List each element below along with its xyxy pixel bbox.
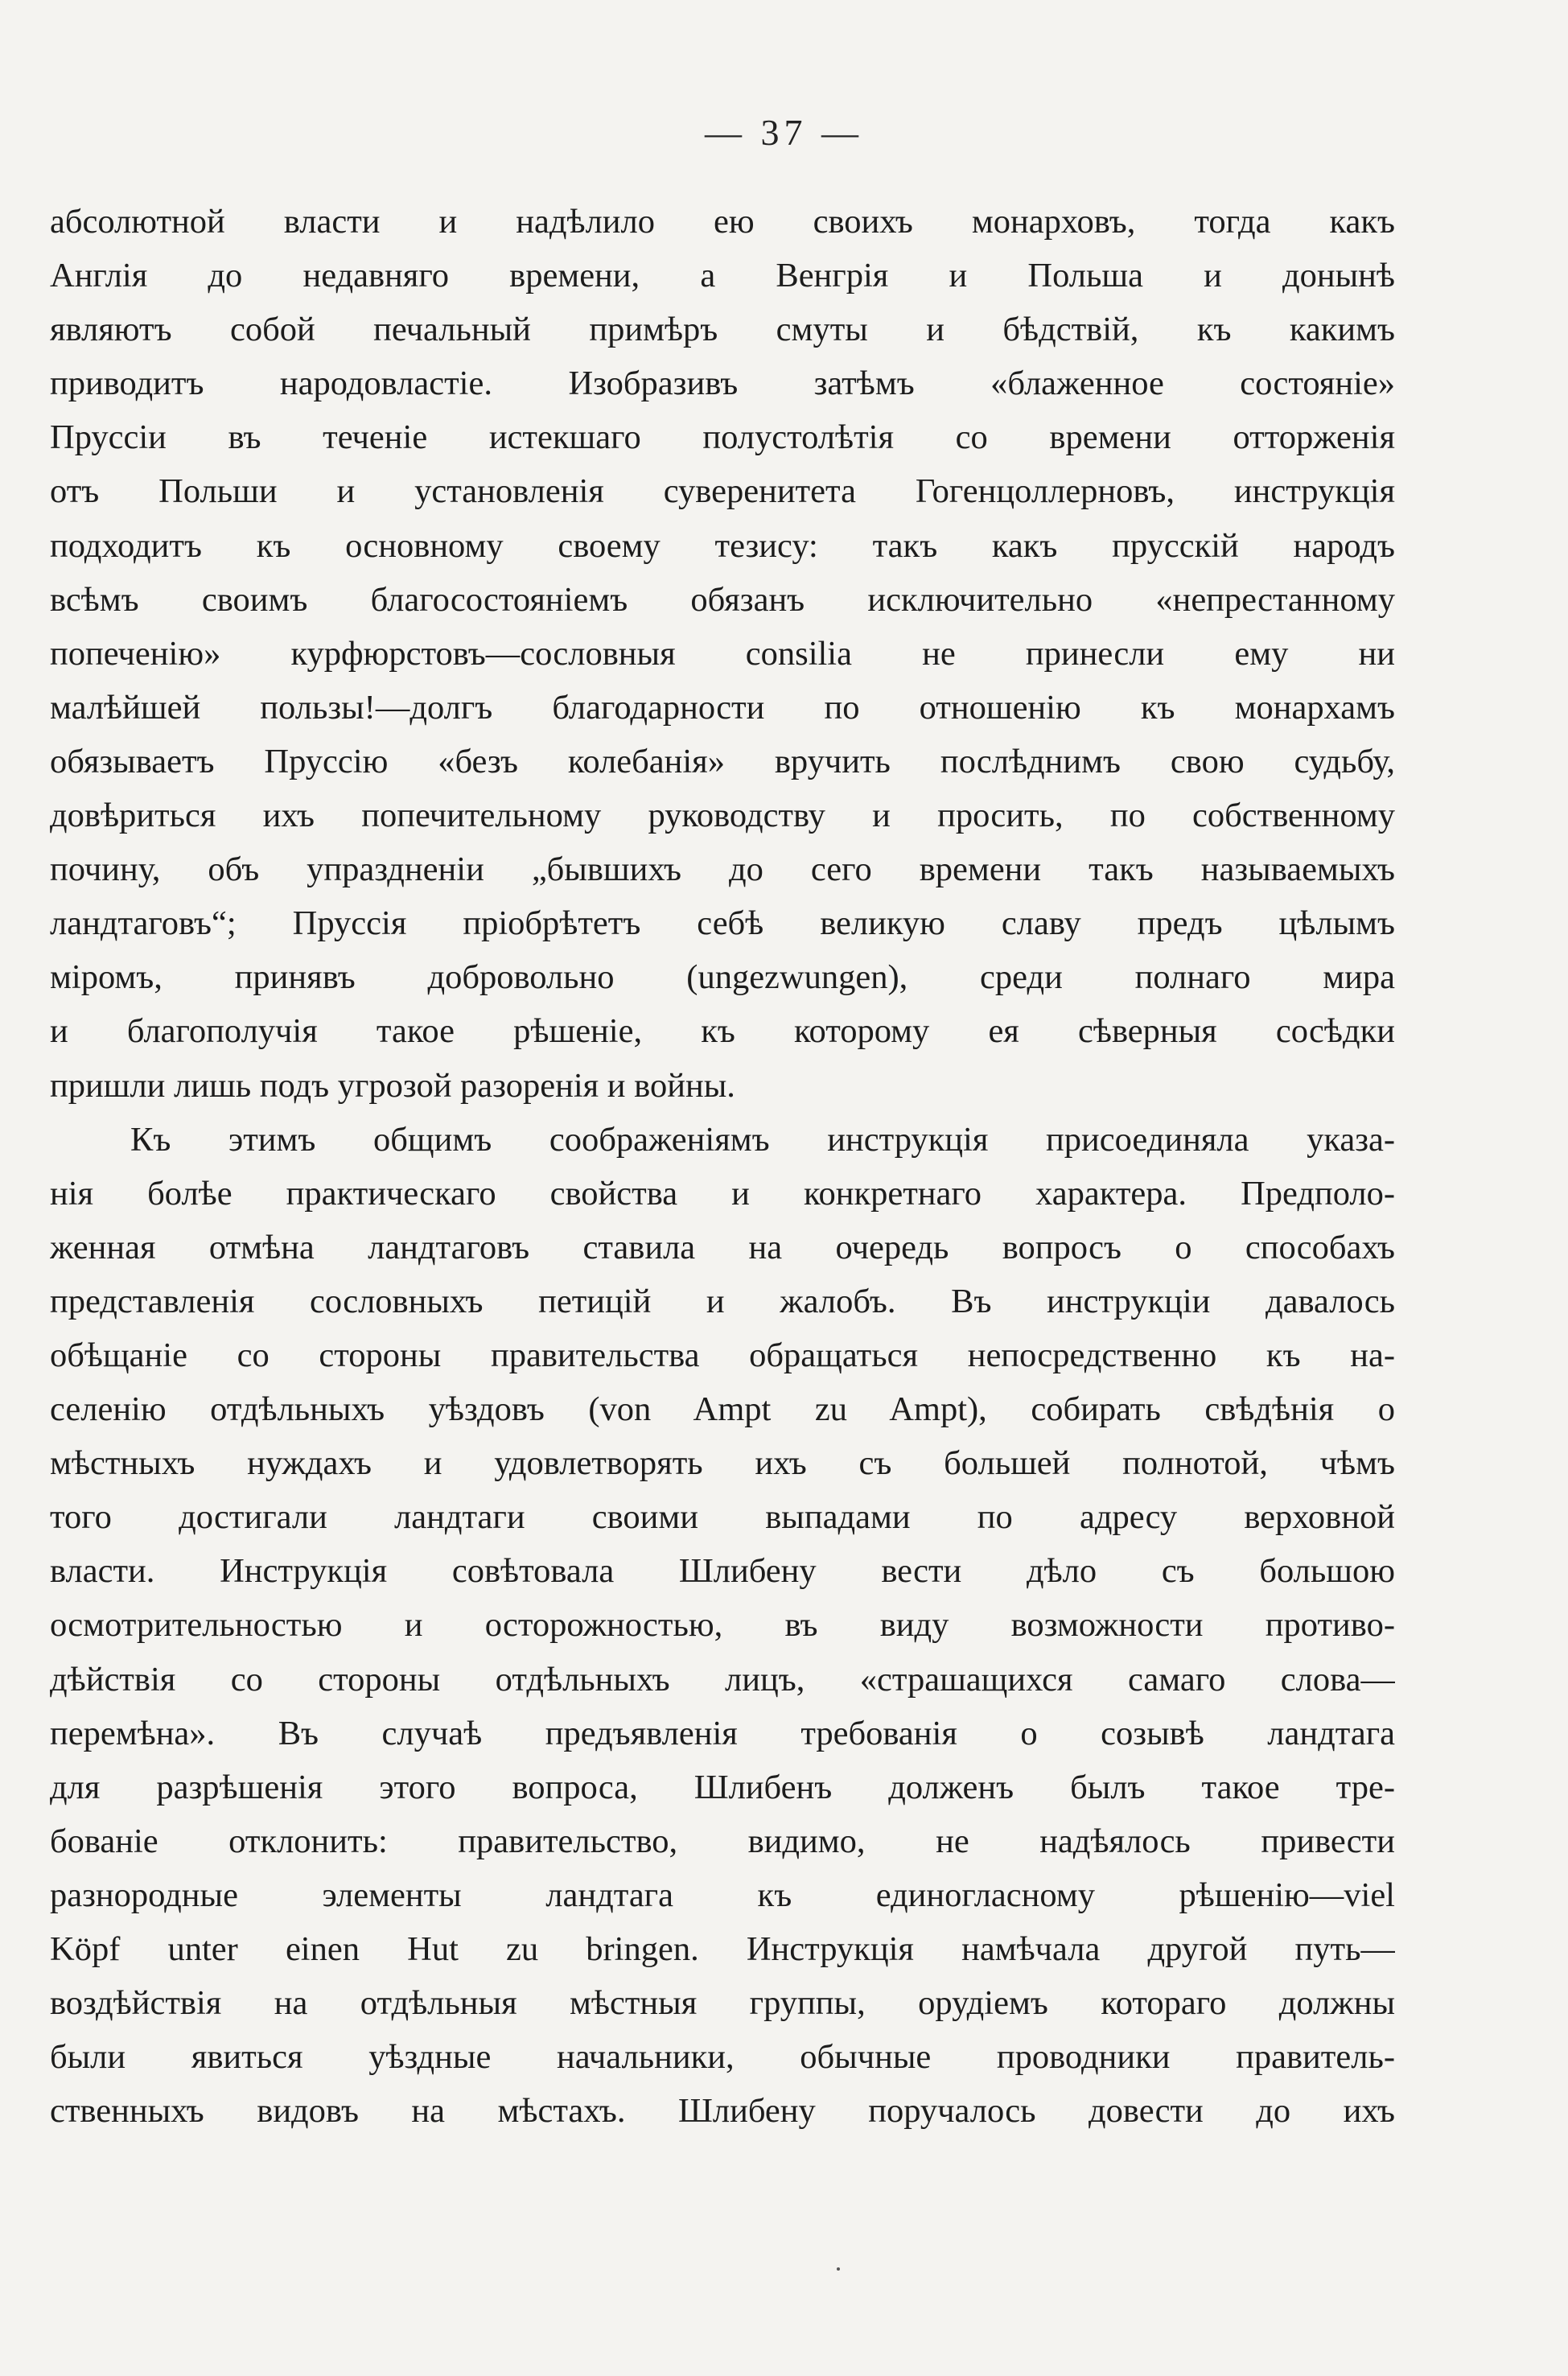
text-line: являютъ собой печальный примѣръ смуты и бѣдствій, къ какимъ <box>50 311 1395 349</box>
text-line: обязываетъ Пруссію «безъ колебанія» вручить послѣднимъ свою судьбу, <box>50 742 1395 780</box>
text-line: абсолютной власти и надѣлило ею своихъ монарховъ, тогда какъ <box>50 203 1395 241</box>
text-line: обѣщаніе со стороны правительства обращаться непосредственно къ на- <box>50 1336 1395 1374</box>
text-line: того достигали ландтаги своими выпадами по адресу верховной <box>50 1498 1395 1537</box>
text-line: мѣстныхъ нуждахъ и удовлетворять ихъ съ большей полнотой, чѣмъ <box>50 1444 1395 1483</box>
text-line: попеченію» курфюрстовъ—сословныя consilia не принесли ему ни <box>50 634 1395 673</box>
text-line: Пруссіи въ теченіе истекшаго полустолѣтія со времени отторженія <box>50 418 1395 457</box>
text-line: разнородные элементы ландтага къ единогласному рѣшенію—viel <box>50 1876 1395 1914</box>
text-line: женная отмѣна ландтаговъ ставила на очередь вопросъ о способахъ <box>50 1228 1395 1266</box>
text-line: малѣйшей пользы!—долгъ благодарности по отношенію къ монархамъ <box>50 688 1395 727</box>
text-line: дѣйствія со стороны отдѣльныхъ лицъ, «страшащихся самаго слова— <box>50 1660 1395 1699</box>
text-line: отъ Польши и установленія суверенитета Гогенцоллерновъ, инструкція <box>50 472 1395 511</box>
text-line: селенію отдѣльныхъ уѣздовъ (von Ampt zu Ampt), собирать свѣдѣнія о <box>50 1390 1395 1429</box>
page-number: — 37 — <box>705 112 863 153</box>
scan-speck <box>837 2267 840 2271</box>
text-line: ландтаговъ“; Пруссія пріобрѣтетъ себѣ великую славу предъ цѣлымъ <box>50 904 1395 943</box>
text-line: нія болѣе практическаго свойства и конкретнаго характера. Предполо- <box>50 1174 1395 1213</box>
text-line: осмотрительностью и осторожностью, въ виду возможности противо- <box>50 1606 1395 1645</box>
body-text <box>50 195 1395 2138</box>
text-line: бованіе отклонить: правительство, видимо, не надѣялось привести <box>50 1822 1395 1860</box>
text-line: воздѣйствія на отдѣльныя мѣстныя группы, орудіемъ котораго должны <box>50 1984 1395 2023</box>
paragraph-1 <box>50 195 1395 1113</box>
text-line: и благополучія такое рѣшеніе, къ которому ея сѣверныя сосѣдки <box>50 1012 1395 1051</box>
text-line: довѣриться ихъ попечительному руководству и просить, по собственному <box>50 797 1395 835</box>
text-line: Köpf unter einen Hut zu bringen. Инструкція намѣчала другой путь— <box>50 1930 1395 1968</box>
text-line: подходитъ къ основному своему тезису: такъ какъ прусскій народъ <box>50 526 1395 565</box>
text-line: ственныхъ видовъ на мѣстахъ. Шлибену поручалось довести до ихъ <box>50 2092 1395 2131</box>
text-line: Англія до недавняго времени, а Венгрія и Польша и донынѣ <box>50 257 1395 295</box>
text-line: пришли лишь подъ угрозой разоренія и войны. <box>50 1066 735 1105</box>
text-line: представленія сословныхъ петицій и жалобъ. Въ инструкціи давалось <box>50 1282 1395 1320</box>
text-line: перемѣна». Въ случаѣ предъявленія требованія о созывѣ ландтага <box>50 1714 1395 1752</box>
text-line: почину, объ упраздненіи „бывшихъ до сего времени такъ называемыхъ <box>50 850 1395 889</box>
text-line: власти. Инструкція совѣтовала Шлибену вести дѣло съ большою <box>50 1552 1395 1591</box>
text-line: міромъ, принявъ добровольно (ungezwungen), среди полнаго мира <box>50 958 1395 997</box>
text-line: Къ этимъ общимъ соображеніямъ инструкція присоединяла указа- <box>130 1120 1395 1159</box>
text-line: были явиться уѣздные начальники, обычные проводники правитель- <box>50 2038 1395 2077</box>
text-line: приводитъ народовластіе. Изобразивъ затѣмъ «блаженное состояніе» <box>50 364 1395 403</box>
text-line: для разрѣшенія этого вопроса, Шлибенъ долженъ былъ такое тре- <box>50 1768 1395 1806</box>
text-line: всѣмъ своимъ благосостояніемъ обязанъ исключительно «непрестанному <box>50 580 1395 619</box>
paragraph-2 <box>50 1113 1395 2139</box>
